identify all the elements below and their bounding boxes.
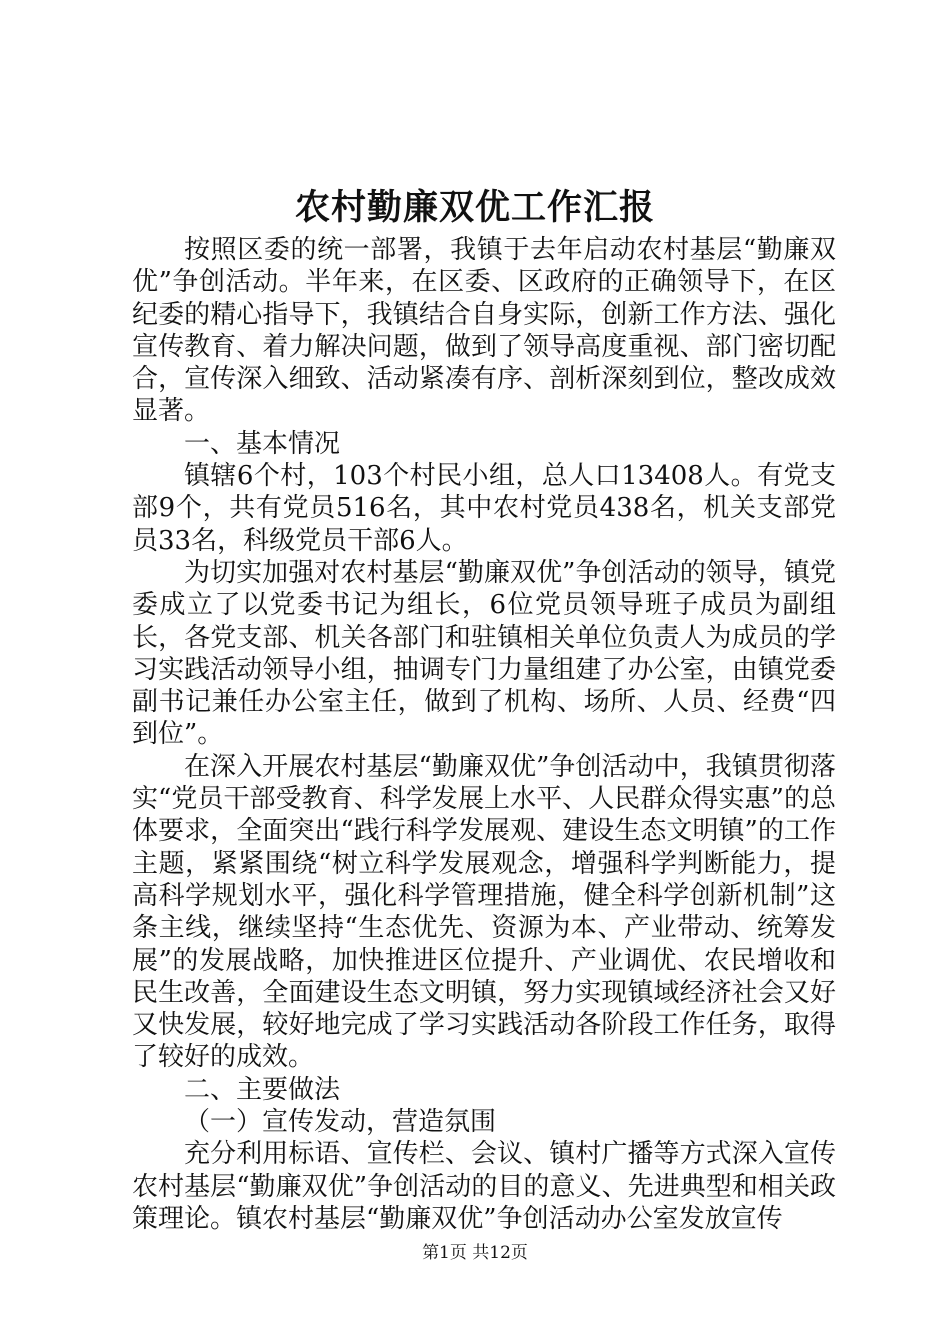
section-heading-basic-situation: 一、基本情况	[184, 428, 341, 459]
paragraph-intro: 按照区委的统一部署，我镇于去年启动农村基层“勤廉双优”争创活动。半年来，在区委、区政府的正确领导下，在区纪委的精心指导下，我镇结合自身实际，创新工作方法、强化宣传教育、着力解决问题，做到了领导高度重视、部门密切配合，宣传深入细致、活动紧凑有序、剖析深刻到位，整改成效显著。	[132, 235, 836, 427]
paragraph-publicity: 充分利用标语、宣传栏、会议、镇村广播等方式深入宣传农村基层“勤廉双优”争创活动的目的意义、先进典型和相关政策理论。镇农村基层“勤廉双优”争创活动办公室发放宣传	[132, 1139, 836, 1234]
paragraph-leadership: 为切实加强对农村基层“勤廉双优”争创活动的领导，镇党委成立了以党委书记为组长，6位党员领导班子成员为副组长，各党支部、机关各部门和驻镇相关单位负责人为成员的学习实践活动领导小组，抽调专门力量组建了办公室，由镇党委副书记兼任办公室主任，做到了机构、场所、人员、经费“四到位”。	[132, 557, 836, 750]
paragraph-basic-stats: 镇辖6个村，103个村民小组，总人口13408人。有党支部9个，共有党员516名，其中农村党员438名，机关支部党员33名，科级党员干部6人。	[132, 461, 836, 556]
section-heading-main-practices: 二、主要做法	[184, 1074, 341, 1105]
subsection-heading-publicity: （一）宣传发动，营造氛围	[184, 1107, 497, 1138]
page-number-footer: 第1页 共12页	[422, 1243, 528, 1263]
document-title: 农村勤廉双优工作汇报	[294, 187, 655, 228]
document-body	[132, 234, 836, 1235]
paragraph-implementation: 在深入开展农村基层“勤廉双优”争创活动中，我镇贯彻落实“党员干部受教育、科学发展上水平、人民群众得实惠”的总体要求，全面突出“践行科学发展观、建设生态文明镇”的工作主题，紧紧围绕“树立科学发展观念，增强科学判断能力，提高科学规划水平，强化科学管理措施，健全科学创新机制”这条主线，继续坚持“生态优先、资源为本、产业带动、统筹发展”的发展战略，加快推进区位提升、产业调优、农民增收和民生改善，全面建设生态文明镇，努力实现镇域经济社会又好又快发展，较好地完成了学习实践活动各阶段工作任务，取得了较好的成效。	[132, 751, 836, 1073]
